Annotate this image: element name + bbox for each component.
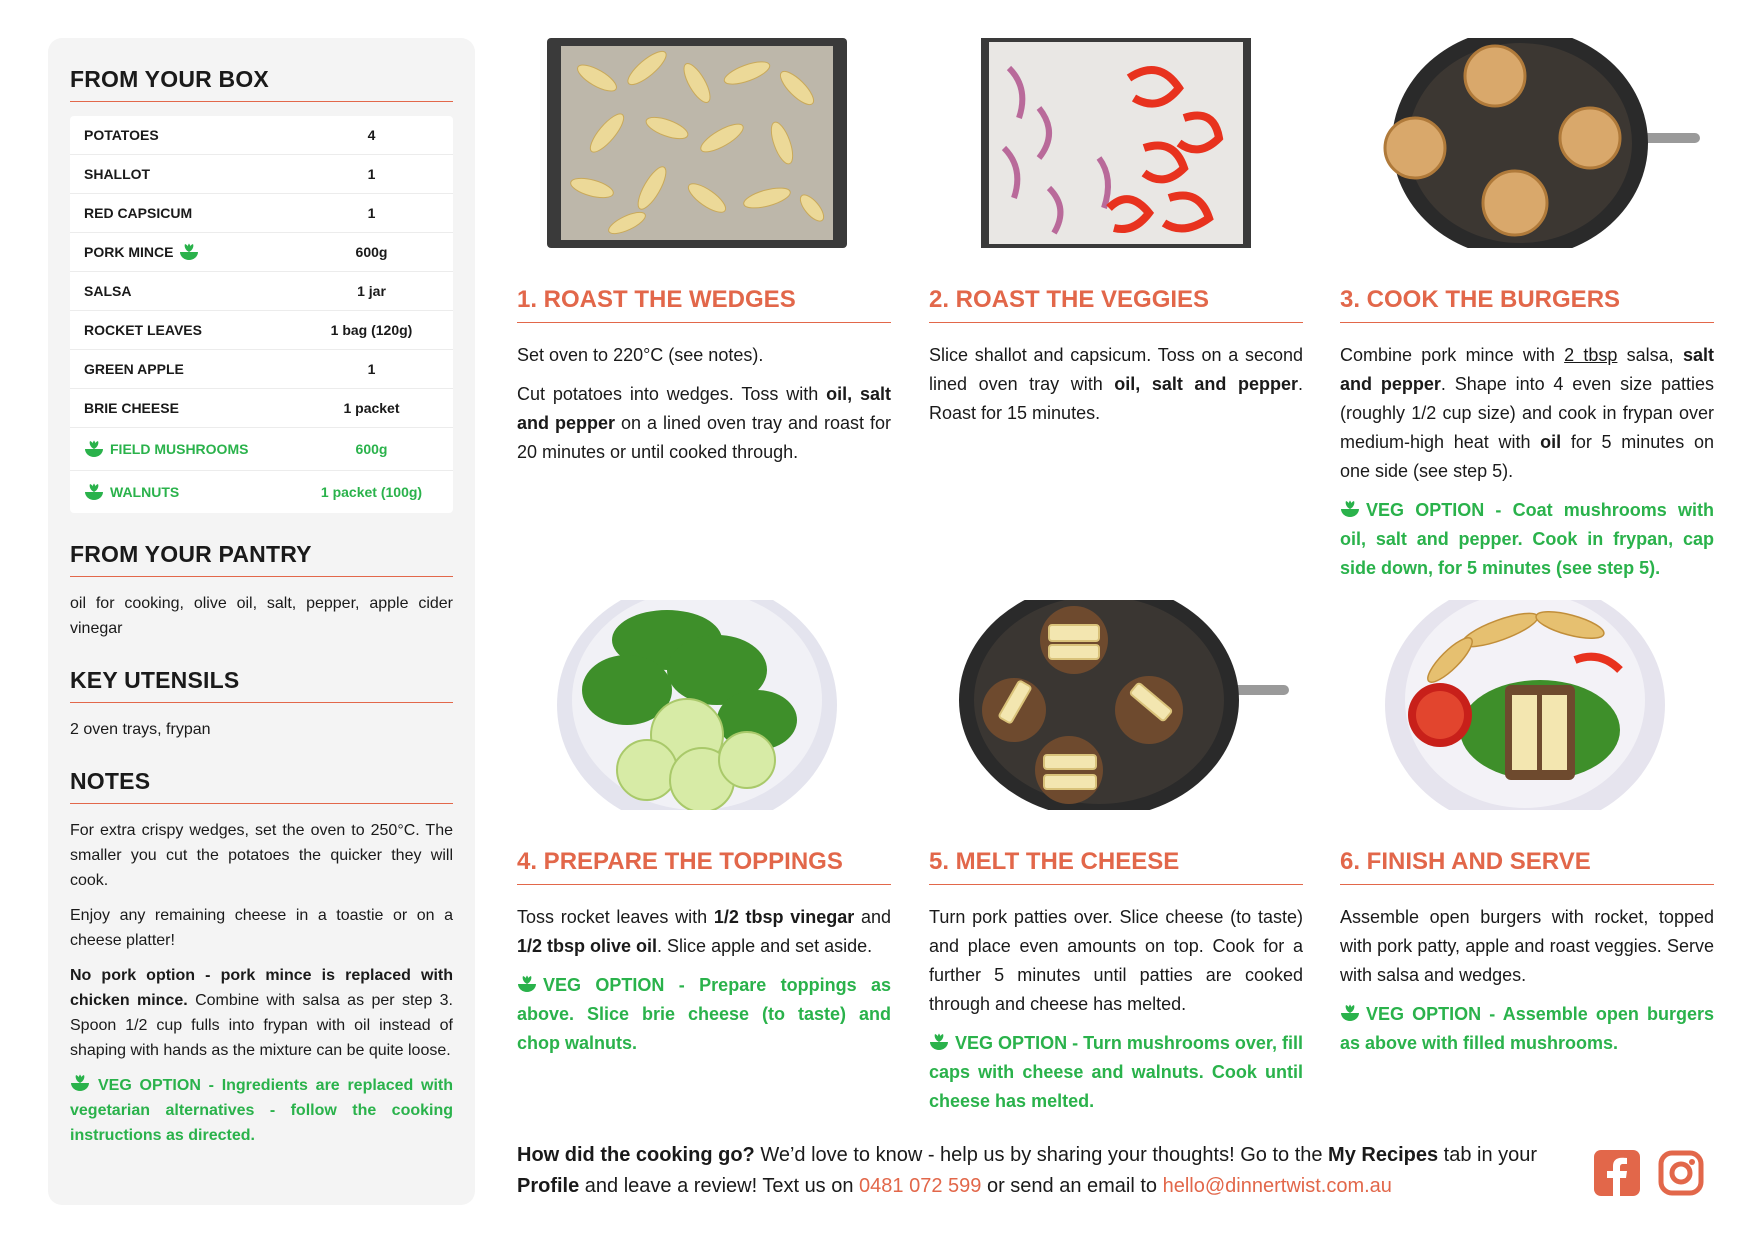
feedback-question: How did the cooking go? [517,1144,755,1166]
leaf-bowl-icon [517,975,537,993]
ingredient-qty: 1 packet [343,400,400,416]
step-3-text [1340,341,1714,486]
step-4 [517,600,891,1068]
text-run: Toss rocket leaves with [517,907,714,927]
step-1-text: Set oven to 220°C (see notes). [517,345,764,365]
ingredient-row-veg [70,471,453,513]
text-bold: salt and pepper [1340,345,1714,394]
step-6 [1340,600,1714,1068]
ingredient-qty: 1 [367,361,376,377]
text-bold: 1/2 tbsp vinegar [713,907,855,927]
leaf-bowl-icon [1340,1004,1360,1022]
step-5-text: Turn pork patties over. Slice cheese (to taste) and place even amounts on top. Cook for a further 5 minutes until patties are cooked through and cheese has melted. [929,907,1303,1014]
ingredient-name: ROCKET LEAVES [84,322,202,338]
ingredient-name-wrap [84,243,304,261]
text-bold: 1/2 tbsp olive oil [517,936,658,956]
veggies-tray-photo [929,38,1303,248]
ingredient-row [70,155,453,194]
note-text: For extra crispy wedges, set the oven to 250°C. The smaller you cut the potatoes the quicker they will cook. [70,822,453,889]
text-underline: 2 tbsp [1564,345,1618,365]
finished-burger-photo [1340,600,1714,810]
text-run: Combine pork mince with [1340,345,1565,365]
ingredient-qty: 600g [355,441,388,457]
text-run: tab in your [1438,1144,1538,1166]
text-bold: oil, salt and pepper [517,384,892,433]
ingredient-row [70,194,453,233]
ingredient-row-veg [70,428,453,471]
ingredient-qty: 1 [367,205,376,221]
ingredient-qty: 1 [367,166,376,182]
leaf-bowl-icon [1340,500,1360,518]
leaf-bowl-icon [179,243,199,261]
ingredient-name: FIELD MUSHROOMS [110,441,249,457]
text-run: . Roast for 15 minutes. [929,374,1303,423]
ingredient-qty: 1 bag (120g) [330,322,413,338]
step-1-text [517,380,891,467]
leaf-bowl-icon [929,1033,949,1051]
text-run: . Slice apple and set aside. [657,936,873,956]
email-link[interactable]: hello@dinnertwist.com.au [1162,1175,1392,1197]
step-4-text [517,903,891,961]
utensils-title: KEY UTENSILS [70,667,453,703]
ingredient-qty: 1 packet (100g) [320,484,423,500]
burgers-pan-photo [1340,38,1714,248]
text-run: on a lined oven tray and roast for 20 minutes or until cooked through. [517,413,891,462]
text-run: Slice shallot and capsicum. Toss on a second lined oven tray with [929,345,1303,394]
text-run: . Shape into 4 even size patties (roughly 1/2 cup size) and cook in frypan over medium-high heat with [1340,374,1715,452]
step-4-veg [517,971,891,1058]
ingredient-qty: 1 jar [357,283,386,299]
note-rest: Combine with salsa as per step 3. Spoon 1/2 cup fulls into frypan with oil instead of shaping with hands as the mixture can be quite loose. [70,992,454,1059]
veg-text: VEG OPTION - Prepare toppings as above. Slice brie cheese (to taste) and chop walnuts. [517,975,891,1053]
step-3-title: 3. COOK THE BURGERS [1340,286,1714,323]
ingredient-row [70,311,453,350]
ingredient-name: SALSA [84,283,132,299]
notes-section [70,768,453,1148]
step-6-veg [1340,1000,1714,1058]
ingredient-name: WALNUTS [110,484,180,500]
toppings-plate-photo [517,600,891,810]
ingredient-row [70,350,453,389]
ingredient-name-wrap [84,483,304,501]
pantry-text: oil for cooking, olive oil, salt, pepper, apple cider vinegar [70,595,453,637]
cheese-pan-photo [929,600,1303,810]
step-2-text [929,341,1303,428]
text-bold: oil [1540,432,1562,452]
ingredient-name: BRIE CHEESE [84,400,179,416]
text-bold: oil, salt and pepper [1114,374,1298,394]
step-5 [929,600,1303,1126]
from-box-title: FROM YOUR BOX [70,66,453,102]
step-1 [517,38,891,477]
step-3-veg [1340,496,1714,583]
ingredients-table [70,116,453,513]
step-5-veg [929,1029,1303,1116]
ingredient-row [70,389,453,428]
text-run: Cut potatoes into wedges. Toss with [517,384,827,404]
ingredient-qty: 600g [355,244,388,260]
utensils-section [70,667,453,742]
ingredient-name: RED CAPSICUM [84,205,193,221]
ingredient-row [70,233,453,272]
my-recipes-label: My Recipes [1328,1144,1439,1166]
veg-text: VEG OPTION - Coat mushrooms with oil, salt and pepper. Cook in frypan, cap side down, for 5 minutes (see step 5). [1340,500,1714,578]
text-run: or send an email to [981,1175,1163,1197]
note-veg-text: VEG OPTION - Ingredients are replaced with vegetarian alternatives - follow the cooking instructions as directed. [70,1077,453,1144]
ingredient-name: SHALLOT [84,166,151,182]
ingredient-qty: 4 [367,127,376,143]
utensils-text: 2 oven trays, frypan [70,721,211,738]
text-run: salsa, [1617,345,1683,365]
ingredient-name: POTATOES [84,127,159,143]
ingredient-name-wrap [84,440,304,458]
step-2-title: 2. ROAST THE VEGGIES [929,286,1303,323]
note-bold: No pork option - pork mince is replaced with chicken mince. [70,967,453,1009]
leaf-bowl-icon [84,483,104,501]
facebook-icon[interactable] [1594,1150,1640,1196]
ingredient-name: GREEN APPLE [84,361,184,377]
step-6-text: Assemble open burgers with rocket, topped with pork patty, apple and roast veggies. Serve with salsa and wedges. [1340,907,1714,985]
step-3 [1340,38,1714,593]
step-6-title: 6. FINISH AND SERVE [1340,848,1714,885]
instagram-icon[interactable] [1658,1150,1704,1196]
text-run: for 5 minutes on one side (see step 5). [1340,432,1714,481]
leaf-bowl-icon [70,1074,90,1092]
note-no-pork [70,963,453,1063]
profile-label: Profile [517,1175,580,1197]
ingredient-name: PORK MINCE [84,244,174,260]
note-text: Enjoy any remaining cheese in a toastie or on a cheese platter! [70,907,453,949]
veg-text: VEG OPTION - Turn mushrooms over, fill caps with cheese and walnuts. Cook until cheese has melted. [929,1033,1303,1111]
leaf-bowl-icon [84,440,104,458]
veg-text: VEG OPTION - Assemble open burgers as above with filled mushrooms. [1340,1004,1714,1053]
sidebar-panel [48,38,475,1205]
wedges-tray-photo [517,38,891,248]
pantry-title: FROM YOUR PANTRY [70,541,453,577]
text-run: We’d love to know - help us by sharing your thoughts! Go to the [754,1144,1329,1166]
step-4-title: 4. PREPARE THE TOPPINGS [517,848,891,885]
text-run: and [854,907,891,927]
step-5-title: 5. MELT THE CHEESE [929,848,1303,885]
feedback-footer [517,1140,1577,1202]
pantry-section [70,541,453,641]
text-run: and leave a review! Text us on [579,1175,860,1197]
ingredient-row [70,272,453,311]
step-2 [929,38,1303,438]
note-veg [70,1073,453,1148]
ingredient-row [70,116,453,155]
notes-title: NOTES [70,768,453,804]
step-1-title: 1. ROAST THE WEDGES [517,286,891,323]
phone-link[interactable]: 0481 072 599 [859,1175,982,1197]
